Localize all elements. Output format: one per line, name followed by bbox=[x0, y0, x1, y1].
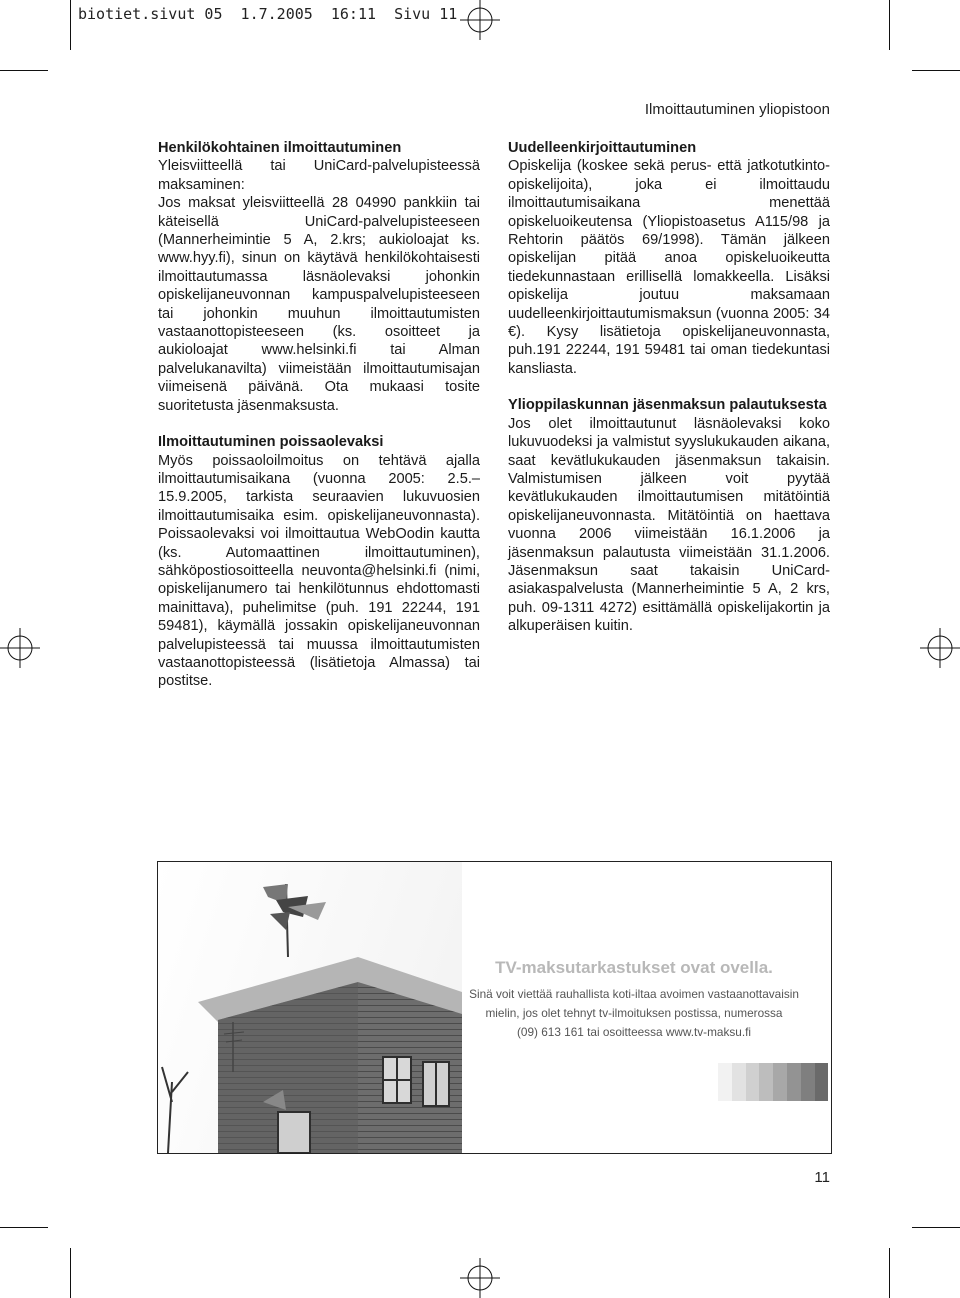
crop-mark bbox=[0, 1227, 48, 1228]
registration-mark-icon bbox=[460, 0, 500, 40]
crop-mark bbox=[889, 1248, 890, 1298]
grayscale-bar bbox=[773, 1063, 787, 1101]
print-slug: biotiet.sivut 05 1.7.2005 16:11 Sivu 11 bbox=[78, 5, 458, 23]
house-photo bbox=[158, 862, 462, 1153]
crop-mark bbox=[0, 70, 48, 71]
grayscale-bar bbox=[746, 1063, 760, 1101]
crop-mark bbox=[912, 1227, 960, 1228]
ad-body bbox=[455, 985, 813, 1042]
grayscale-bar bbox=[732, 1063, 746, 1101]
ad-body-line: Sinä voit viettää rauhallista koti-iltaa avoimen vastaanottavaisin bbox=[469, 987, 799, 1001]
grayscale-bars bbox=[718, 1063, 828, 1101]
page-number: 11 bbox=[814, 1169, 830, 1186]
registration-mark-icon bbox=[0, 628, 40, 668]
paragraph: Yleisviitteellä tai UniCard-palvelupisteessä maksaminen: bbox=[158, 158, 480, 193]
paragraph: Opiskelija (koskee sekä perus- että jatkotutkinto-opiskelijoita), joka ei ilmoittaudu ilmoittautumisaikana menettää opiskeluoikeutensa (Yliopistoasetus A115/98 ja Rehtorin päätös 69/1998). Tämän jälkeen opiskelijan pitää anoa opiskeluoikeutta tiedekunnastaan erillisellä lomakkeella. Lisäksi opiskelija joutuu maksamaan uudelleenkirjoittautumismaksun (vuonna 2005: 34 €). Kysy lisätietoja opiskelijaneuvonnasta, puh.191 22244, 191 59481 tai oman tiedekuntasi kansliasta. bbox=[508, 158, 830, 377]
ad-body-line: (09) 613 161 tai osoitteessa www.tv-maksu.fi bbox=[516, 1025, 752, 1039]
running-head: Ilmoittautuminen yliopistoon bbox=[644, 101, 830, 118]
grayscale-bar bbox=[815, 1063, 829, 1101]
crop-mark bbox=[889, 0, 890, 50]
section-heading: Ilmoittautuminen poissaolevaksi bbox=[158, 434, 384, 451]
registration-mark-icon bbox=[920, 628, 960, 668]
crop-mark bbox=[70, 0, 71, 50]
section-heading: Henkilökohtainen ilmoittautuminen bbox=[158, 140, 402, 156]
ad-headline: TV-maksutarkastukset ovat ovella. bbox=[495, 958, 773, 977]
crop-mark bbox=[912, 70, 960, 71]
left-column bbox=[158, 139, 480, 709]
section-personal-registration bbox=[158, 139, 480, 415]
grayscale-bar bbox=[801, 1063, 815, 1101]
crop-mark bbox=[70, 1248, 71, 1298]
section-heading: Ylioppilaskunnan jäsenmaksun palautuksesta bbox=[508, 397, 827, 414]
section-heading: Uudelleenkirjoittautuminen bbox=[508, 140, 697, 156]
section-absent-registration bbox=[158, 433, 480, 691]
paragraph: Jos maksat yleisviitteellä 28 04990 pankkiin tai käteisellä UniCard-palvelupisteeseen (Mannerheimintie 5 A, 2.krs; aukioloajat ks. www.hyy.fi), sinun on käytävä henkilökohtaisesti ilmoittautumassa läsnäolevaksi johonkin opiskelijaneuvonnan kampuspalvelupisteeseen tai johonkin muuhun ilmoittautumisten vastaanottopisteeseen (ks. osoitteet ja aukioloajat www.helsinki.fi tai Alman palvelukanavilta) viimeistään ilmoittautumisajan viimeisenä päivänä. Ota mukaasi tosite suoritetusta jäsenmaksusta. bbox=[158, 195, 480, 414]
paragraph: Myös poissaoloilmoitus on tehtävä ajalla ilmoittautumisaikana (vuonna 2005: 2.5.–15.9.2005, tarkista seuraavien lukuvuosien ilmoittautumisaika esim. opiskelijaneuvonnasta). Poissaolevaksi voi ilmoittautua WebOodin kautta (ks. Automaattinen ilmoittautuminen), sähköpostiosoitteella neuvonta@helsinki.fi (nimi, opiskelijanumero tai henkilötunnus ehdottomasti mainittava), puhelimitse (puh. 191 22244, 191 59481), käymällä jossakin opiskelijaneuvonnan palvelupisteessä tai muussa ilmoittautumisten vastaanottopisteessä (lisätietoja Almassa) tai postitse. bbox=[158, 452, 480, 690]
section-fee-refund bbox=[508, 396, 830, 635]
right-column bbox=[508, 139, 830, 654]
grayscale-bar bbox=[787, 1063, 801, 1101]
ad-body-line: mielin, jos olet tehnyt tv-ilmoituksen postissa, numerossa bbox=[485, 1006, 783, 1020]
grayscale-bar bbox=[759, 1063, 773, 1101]
registration-mark-icon bbox=[460, 1258, 500, 1298]
section-re-enrolment bbox=[508, 139, 830, 378]
grayscale-bar bbox=[718, 1063, 732, 1101]
paragraph: Jos olet ilmoittautunut läsnäolevaksi koko lukuvuodeksi ja valmistut syyslukukauden aikana, saat kevätlukukauden jäsenmaksun takaisin. Valmistumisen jälkeen voit pyytää kevätlukukauden ilmoittautumisen mitätöintiä opiskelijaneuvonnasta. Mitätöintiä on haettava vuonna 2006 viimeistään 16.1.2006 ja jäsenmaksun palautusta viimeistään 31.1.2006. Jäsenmaksun saat takaisin UniCard-asiakaspalvelusta (Mannerheimintie 5 A, 2 krs, puh. 09-1311 4272) esittämällä opiskelijakortin ja alkuperäisen kuitin. bbox=[508, 415, 830, 635]
